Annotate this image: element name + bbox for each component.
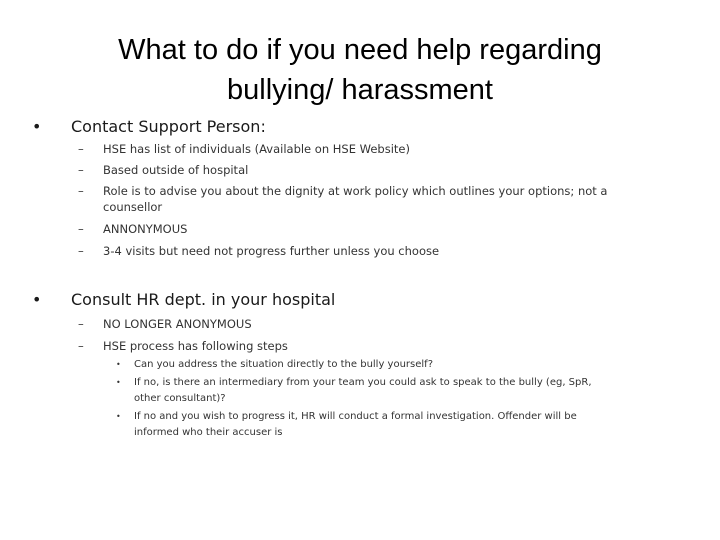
title-line-1: What to do if you need help regarding xyxy=(118,34,602,66)
dash-marker: – xyxy=(78,244,84,258)
step-text-line-1: If no, is there an intermediary from your team you could ask to speak to the bully (eg, SpR, xyxy=(134,377,592,388)
dash-marker: – xyxy=(78,222,84,236)
dash-marker: – xyxy=(78,317,84,331)
sub-bullet-text-line-2: counsellor xyxy=(103,200,163,214)
sub-bullet-text-line-1: Role is to advise you about the dignity at work policy which outlines your options; not a xyxy=(103,184,608,198)
small-bullet-dot: • xyxy=(116,360,121,369)
section-heading: Consult HR dept. in your hospital xyxy=(71,290,336,309)
step-text: Can you address the situation directly to the bully yourself? xyxy=(134,359,434,370)
dash-marker: – xyxy=(78,184,84,198)
sub-bullet-text: HSE has list of individuals (Available on HSE Website) xyxy=(103,142,410,156)
sub-bullet-text: NO LONGER ANONYMOUS xyxy=(103,317,252,331)
small-bullet-dot: • xyxy=(116,378,121,387)
sub-bullet-text: Based outside of hospital xyxy=(103,163,249,177)
dash-marker: – xyxy=(78,163,84,177)
sub-bullet-text: 3-4 visits but need not progress further unless you choose xyxy=(103,244,440,258)
small-bullet-dot: • xyxy=(116,412,121,421)
bullet-dot: • xyxy=(32,290,42,309)
section-heading: Contact Support Person: xyxy=(71,117,266,136)
step-text xyxy=(134,409,664,441)
dash-marker: – xyxy=(78,142,84,156)
sub-bullet-text: ANNONYMOUS xyxy=(103,222,188,236)
step-text-line-2: other consultant)? xyxy=(134,393,226,404)
title-line-2: bullying/ harassment xyxy=(227,74,493,106)
bullet-dot: • xyxy=(32,117,42,136)
dash-marker: – xyxy=(78,339,84,353)
sub-bullet-text: HSE process has following steps xyxy=(103,339,288,353)
step-text xyxy=(134,375,664,407)
step-text-line-2: informed who their accuser is xyxy=(134,427,283,438)
step-text-line-1: If no and you wish to progress it, HR will conduct a formal investigation. Offender will be xyxy=(134,411,577,422)
sub-bullet-text xyxy=(103,183,693,215)
